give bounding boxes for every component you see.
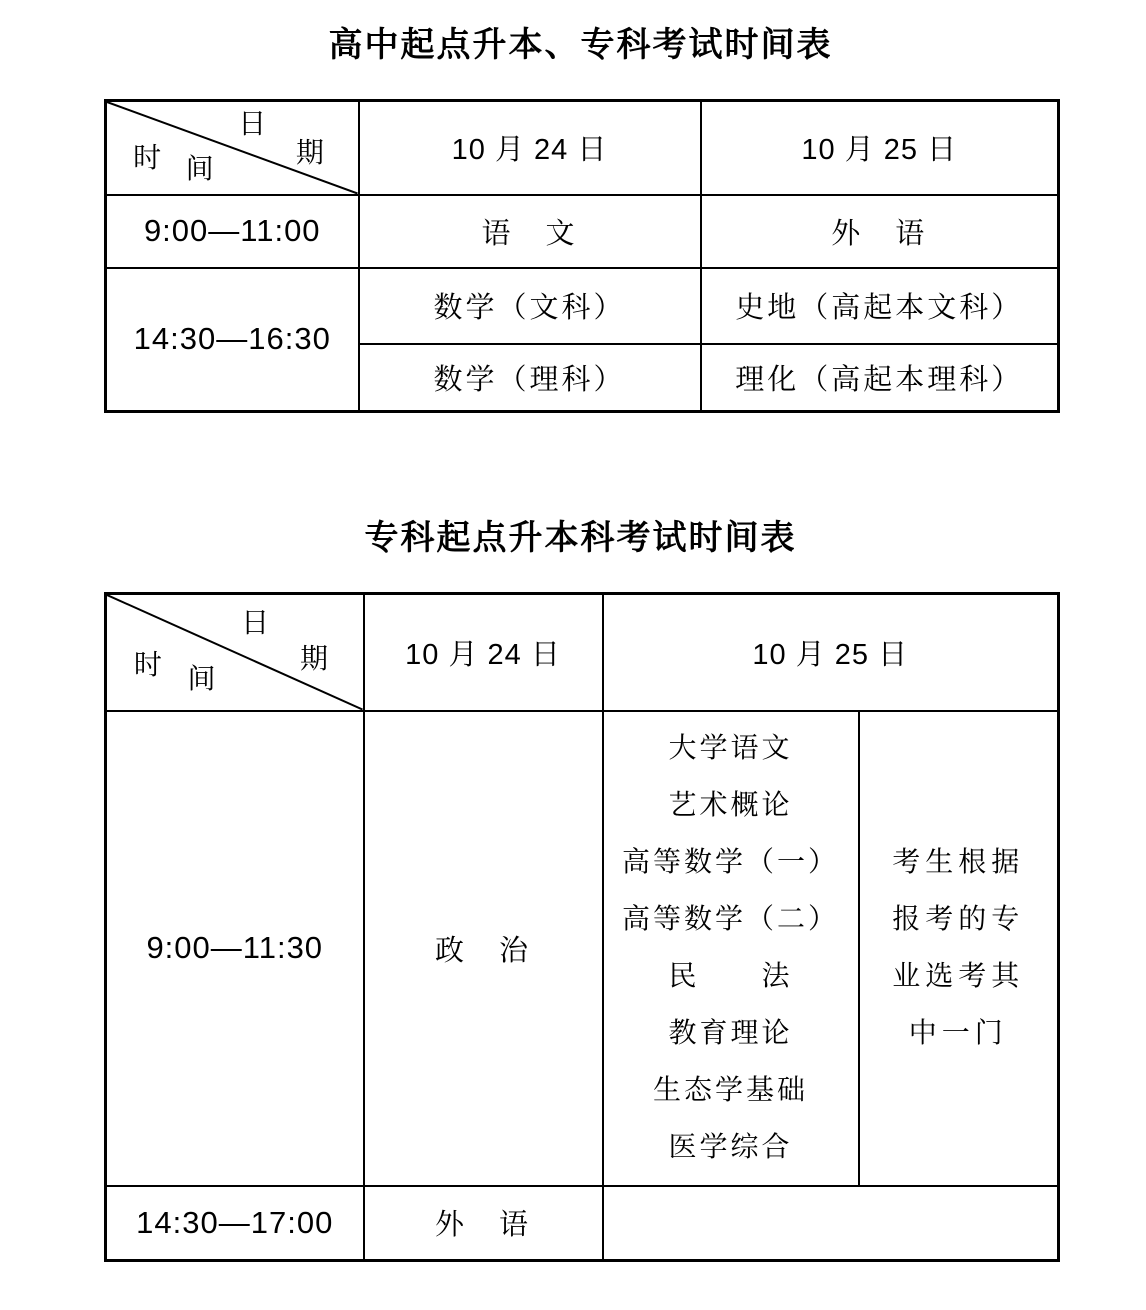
table1-title: 高中起点升本、专科考试时间表	[328, 27, 833, 64]
corner-time-char-2: 间	[185, 153, 214, 185]
note-line: 报考的专	[892, 904, 1025, 935]
table1-subject-math-science: 数学（理科）	[359, 344, 701, 412]
table-row	[106, 1186, 1059, 1261]
hs-to-college-exam-table	[104, 99, 1060, 413]
table1-header-oct24: 10 月 24 日	[359, 101, 701, 195]
table-row	[106, 268, 1059, 344]
subject-item: 民 法	[668, 961, 793, 992]
table1-time-afternoon: 14:30—16:30	[106, 268, 359, 412]
table1-corner-cell	[106, 101, 359, 195]
table1-time-morning: 9:00—11:00	[106, 195, 359, 268]
corner-date-char-1: 日	[238, 108, 267, 140]
table1-subject-chinese: 语 文	[359, 195, 701, 268]
table2-time-morning: 9:00—11:30	[106, 711, 364, 1186]
table2-note-cell	[859, 711, 1059, 1186]
note-line: 中一门	[908, 1018, 1008, 1049]
table2-title: 专科起点升本科考试时间表	[364, 520, 797, 557]
table1-subject-math-liberal: 数学（文科）	[359, 268, 701, 344]
corner-date-char-2: 期	[299, 644, 328, 676]
page	[0, 24, 1146, 1262]
table1-subject-history-geography: 史地（高起本文科）	[701, 268, 1059, 344]
subject-item: 生态学基础	[652, 1075, 808, 1106]
table-row	[106, 711, 1059, 1186]
subject-item: 大学语文	[668, 733, 793, 764]
corner-date-char-2: 期	[295, 138, 324, 170]
subject-item: 高等数学（二）	[621, 904, 839, 935]
corner-time-char-2: 间	[187, 663, 216, 695]
table2-header-oct24: 10 月 24 日	[364, 594, 603, 711]
table2-header-row	[106, 594, 1059, 711]
table1-subject-foreign-language: 外 语	[701, 195, 1059, 268]
note-line: 考生根据	[892, 847, 1025, 878]
corner-time-char-1: 时	[133, 142, 162, 174]
corner-date-char-1: 日	[241, 607, 270, 639]
table1-header-oct25: 10 月 25 日	[701, 101, 1059, 195]
table2-time-afternoon: 14:30—17:00	[106, 1186, 364, 1261]
subject-item: 高等数学（一）	[621, 847, 839, 878]
table-row	[106, 195, 1059, 268]
table2-subject-foreign-language: 外 语	[364, 1186, 603, 1261]
table2-corner-cell	[106, 594, 364, 711]
table2-subjects-list-cell	[603, 711, 859, 1186]
corner-time-char-1: 时	[133, 649, 162, 681]
subject-item: 艺术概论	[668, 790, 793, 821]
college-to-bachelor-exam-table	[104, 592, 1060, 1262]
table1-header-row	[106, 101, 1059, 195]
table2-subject-politics: 政 治	[364, 711, 603, 1186]
note-line: 业选考其	[892, 961, 1025, 992]
subject-item: 医学综合	[668, 1132, 793, 1163]
subject-item: 教育理论	[668, 1018, 793, 1049]
table2-header-oct25: 10 月 25 日	[603, 594, 1059, 711]
table1-subject-physics-chemistry: 理化（高起本理科）	[701, 344, 1059, 412]
table2-empty-cell	[603, 1186, 1059, 1261]
